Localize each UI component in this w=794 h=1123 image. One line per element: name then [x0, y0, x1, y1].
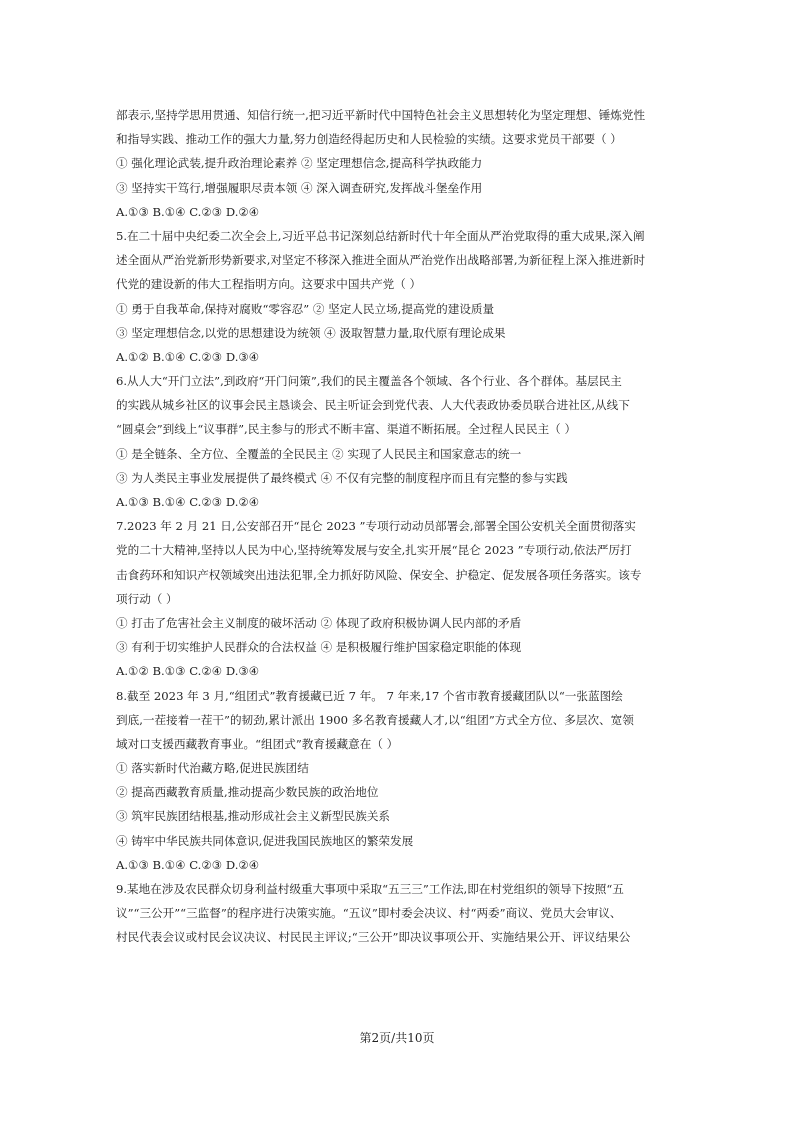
text-line: 7.2023 年 2 月 21 日,公安部召开“昆仑 2023 ”专项行动动员部署会,部署全国公安机关全面贯彻落实 — [116, 519, 636, 534]
text-line: 党的二十大精神,坚持以人民为中心,坚持统筹发展与安全,扎实开展“昆仑 2023 ”专项行动,依法严厉打 — [116, 543, 632, 558]
text-line: ① 是全链条、全方位、全覆盖的全民民主 ② 实现了人民民主和国家意志的统一 — [116, 446, 522, 461]
text-line: A.①③ B.①④ C.②③ D.②④ — [116, 204, 260, 219]
text-line: 代党的建设新的伟大工程指明方向。这要求中国共产党（ ） — [116, 277, 422, 292]
text-line: A.①② B.①③ C.②④ D.③④ — [116, 664, 260, 679]
text-line: 村民代表会议或村民会议决议、村民民主评议;“三公开”即决议事项公开、实施结果公开、评议结果公 — [116, 930, 631, 945]
text-line: A.①② B.①④ C.②③ D.③④ — [116, 349, 260, 364]
question-block-q4-cont — [116, 103, 696, 224]
text-line: 的实践从城乡社区的议事会民主恳谈会、民主听证会到党代表、人大代表政协委员联合进社区,从线下 — [116, 398, 630, 413]
text-line: ② 提高西藏教育质量,推动提高少数民族的政治地位 — [116, 785, 379, 800]
text-line: ① 勇于自我革命,保持对腐败“零容忍” ② 坚定人民立场,提高党的建设质量 — [116, 301, 495, 316]
text-line: 8.截至 2023 年 3 月,“组团式”教育援藏已近 7 年。 7 年来,17 个省市教育援藏团队以“一张蓝图绘 — [116, 688, 623, 703]
text-line: 议”“三公开”“三监督”的程序进行决策实施。“五议”即村委会决议、村“两委”商议、党员大会审议、 — [116, 906, 622, 921]
text-line: A.①③ B.①④ C.②③ D.②④ — [116, 495, 260, 509]
text-line: “圆桌会”到线上“议事群”,民主参与的形式不断丰富、渠道不断拓展。全过程人民民主（ ） — [116, 422, 577, 437]
text-line: 击食药环和知识产权领域突出违法犯罪,全力抓好防风险、保安全、护稳定、促发展各项任务落实。该专 — [116, 567, 642, 582]
question-block-q8 — [116, 684, 696, 878]
text-line: 域对口支援西藏教育事业。“组团式”教育援藏意在（ ） — [116, 736, 399, 751]
text-line: ③ 为人类民主事业发展提供了最终模式 ④ 不仅有完整的制度程序而且有完整的参与实践 — [116, 470, 568, 485]
text-line: 6.从人大“开门立法”,到政府“开门问策”,我们的民主覆盖各个领域、各个行业、各个群体。基层民主 — [116, 374, 622, 389]
text-line: 部表示,坚持学思用贯通、知信行统一,把习近平新时代中国特色社会主义思想转化为坚定理想、锤炼党性 — [116, 108, 646, 122]
question-block-q6 — [116, 369, 696, 514]
question-block-q7 — [116, 514, 696, 683]
text-line: ③ 有利于切实维护人民群众的合法权益 ④ 是积极履行维护国家稳定职能的体现 — [116, 640, 522, 655]
question-block-q5 — [116, 224, 696, 369]
text-line: 和指导实践、推动工作的强大力量,努力创造经得起历史和人民检验的实绩。这要求党员干部要（ ） — [116, 132, 622, 147]
text-line: A.①③ B.①④ C.②③ D.②④ — [116, 857, 260, 872]
text-line: ③ 坚持实干笃行,增强履职尽责本领 ④ 深入调查研究,发挥战斗堡垒作用 — [116, 180, 483, 195]
text-line: 到底,一茬接着一茬干”的韧劲,累计派出 1900 多名教育援藏人才,以“组团”方式全方位、多层次、宽领 — [116, 712, 634, 727]
text-line: 5.在二十届中央纪委二次全会上,习近平总书记深刻总结新时代十年全面从严治党取得的重大成果,深入阐 — [116, 228, 645, 243]
question-block-q9 — [116, 877, 696, 950]
text-line: ① 落实新时代治藏方略,促进民族团结 — [116, 761, 309, 776]
text-line: 述全面从严治党新形势新要求,对坚定不移深入推进全面从严治党作出战略部署,为新征程上深入推进新时 — [116, 253, 646, 268]
text-line: ③ 坚定理想信念,以党的思想建设为统领 ④ 汲取智慧力量,取代原有理论成果 — [116, 325, 506, 340]
text-line: ① 强化理论武装,提升政治理论素养 ② 坚定理想信念,提高科学执政能力 — [116, 156, 483, 171]
text-line: ④ 铸牢中华民族共同体意识,促进我国民族地区的繁荣发展 — [116, 833, 414, 848]
text-line: 项行动（ ） — [116, 591, 178, 606]
page-content — [116, 103, 696, 950]
page-footer: 第2页/共10页 — [359, 1031, 435, 1045]
text-line: ③ 筑牢民族团结根基,推动形成社会主义新型民族关系 — [116, 809, 391, 824]
text-line: 9.某地在涉及农民群众切身利益村级重大事项中采取“五三三”工作法,即在村党组织的领导下按照“五 — [116, 882, 624, 896]
text-line: ① 打击了危害社会主义制度的破坏活动 ② 体现了政府积极协调人民内部的矛盾 — [116, 615, 522, 630]
